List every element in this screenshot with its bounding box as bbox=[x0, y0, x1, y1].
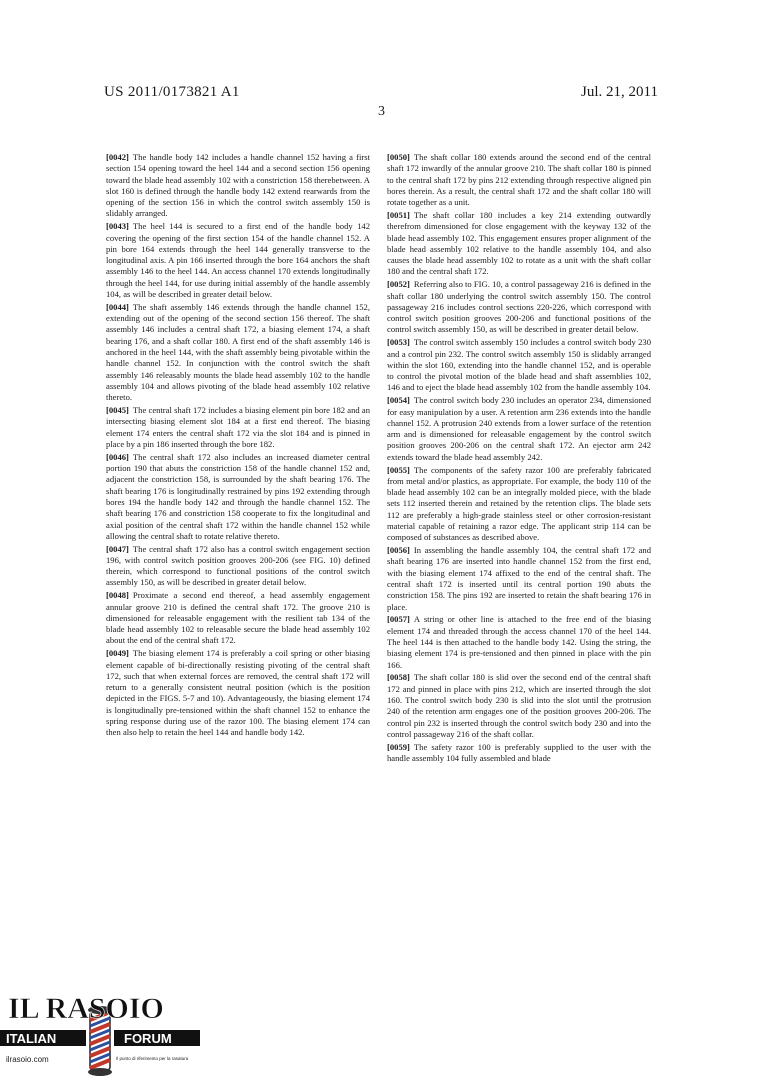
paragraph-text: The shaft assembly 146 extends through the handle channel 152, extending out of the opening of the second section 156 thereof. The shaft assembly 146 includes a central shaft 172, a biasing element 174, a shaft bearing 176, and a shaft collar 180. A first end of the shaft assembly 146 is anchored in the heel 144, with the shaft assembly being pivotable within the handle channel 152. In conjunction with the control switch the shaft assembly 146 releasably mounts the blade head assembly 102 to the handle assembly 104 and allows pivoting of the blade head assembly 102 relative thereto. bbox=[106, 301, 370, 403]
paragraph-text: The components of the safety razor 100 are preferably fabricated from metal and/or plastics, as appropriate. For example, the body 110 of the blade head assembly 102 can be an integrally molded piece, with the blade sets 112 inserted therein and retained by the retention clips. The blade sets 112 are preferably a high-grade stainless steel or other corrosion-resistant material capable of retaining a razor edge. The applicant strip 114 can be composed of substances as described above. bbox=[387, 464, 651, 543]
paragraph bbox=[387, 210, 651, 278]
paragraph-number: [0054] bbox=[387, 395, 410, 406]
paragraph bbox=[387, 545, 651, 613]
watermark-subtitle-right: FORUM bbox=[124, 1031, 172, 1046]
paragraph-text: Referring also to FIG. 10, a control passageway 216 is defined in the shaft collar 180 underlying the control switch assembly 150. The control passageway 216 includes control sections 220-226, which correspond with control switch position grooves 200-206 and functional positions of the control switch assembly 150, as will be described in greater detail below. bbox=[387, 279, 651, 335]
paragraph bbox=[387, 395, 651, 463]
left-column bbox=[106, 152, 370, 740]
paragraph-text: The shaft collar 180 includes a key 214 extending outwardly therefrom dimensioned for close engagement with the keyway 132 of the blade head assembly 102. This engagement ensures proper alignment of the blade head assembly 102 relative to the handle assembly 104, and also causes the blade head assembly 102 to rotate as a unit with the shaft collar 180 and the central shaft 172. bbox=[387, 209, 651, 277]
paragraph-text: The biasing element 174 is preferably a coil spring or other biasing element capable of bi-directionally resisting pivoting of the central shaft 172, such that when external forces are removed, the central shaft 172 will return to a generally consistent neutral position (which is the position depicted in the FIGS. 5-7 and 10). Advantageously, the biasing element 174 is longitudinally pre-tensioned within the shaft channel 152 to enhance the spring response during use of the razor 100. The biasing element 174 can then also help to retain the heel 144 and handle body 142. bbox=[106, 648, 370, 738]
paragraph bbox=[106, 452, 370, 542]
paragraph-text: The control switch body 230 includes an operator 234, dimensioned for easy manipulation by a user. A retention arm 236 extends into the handle channel 152. A protrusion 240 extends from a lower surface of the retention arm and is dimensioned for releasable engagement by the control switch position grooves 200-206 on the central shaft 172. An ejector arm 242 extends toward the blade head assembly 242. bbox=[387, 395, 651, 462]
paragraph bbox=[106, 221, 370, 300]
paragraph-text: The control switch assembly 150 includes a control switch body 230 and a control pin 232. The control switch assembly 150 is slidably arranged within the slot 160, extending into the handle channel 152, and is operable to control the pivotal motion of the blade head and shaft assemblies 102, 146 and to eject the blade head assembly 102 from the handle assembly 104. bbox=[387, 337, 651, 393]
paragraph-number: [0044] bbox=[106, 301, 129, 312]
paragraph-text: Proximate a second end thereof, a head assembly engagement annular groove 210 is defined the central shaft 172. The groove 210 is dimensioned for releasable engagement with the resilient tab 134 of the blade head assembly 102 to releasable secure the blade head assembly 102 about the end of the central shaft 172. bbox=[106, 590, 370, 646]
watermark-title: IL RASOIO bbox=[8, 992, 164, 1025]
paragraph-number: [0052] bbox=[387, 279, 410, 290]
paragraph-text: The central shaft 172 also has a control switch engagement section 196, with control switch position grooves 200-206 (see FIG. 10) defined therein, which correspond to functional positions of the control switch assembly 150, as will be described in greater detail below. bbox=[106, 543, 370, 588]
paragraph-number: [0059] bbox=[387, 741, 410, 752]
paragraph-number: [0053] bbox=[387, 337, 410, 348]
paragraph-number: [0051] bbox=[387, 209, 410, 220]
il-rasoio-watermark-logo bbox=[0, 990, 200, 1080]
right-column bbox=[387, 152, 651, 766]
paragraph bbox=[106, 648, 370, 738]
paragraph-number: [0047] bbox=[106, 543, 129, 554]
paragraph-text: A string or other line is attached to the free end of the biasing element 174 and threaded through the access channel 170 of the heel 144. The heel 144 is then attached to the handle body 142. Using the string, the biasing element 174 is pre-tensioned and then pinned in place with the pin 166. bbox=[387, 614, 651, 670]
paragraph-text: The heel 144 is secured to a first end of the handle body 142 covering the opening of the first section 154 of the handle channel 152. A pin bore 164 extends through the heel 144 generally transverse to the longitudinal axis. A pin 166 inserted through the bore 164 anchors the shaft assembly 146 to the heel 144. An access channel 170 extends longitudinally through the heel 144, for use during initial assembly of the handle assembly 104, as will be described in greater detail below. bbox=[106, 221, 370, 300]
paragraph bbox=[387, 465, 651, 544]
paragraph-number: [0042] bbox=[106, 152, 129, 162]
paragraph-number: [0049] bbox=[106, 648, 129, 659]
watermark-site: ilrasoio.com bbox=[6, 1055, 49, 1064]
paragraph-number: [0055] bbox=[387, 464, 410, 475]
paragraph-number: [0056] bbox=[387, 545, 410, 556]
paragraph bbox=[387, 614, 651, 670]
paragraph-number: [0046] bbox=[106, 451, 129, 462]
paragraph bbox=[387, 672, 651, 740]
paragraph-number: [0045] bbox=[106, 405, 129, 416]
watermark-tagline: Il punto di riferimento per la rasatura bbox=[116, 1056, 189, 1061]
paragraph-text: The shaft collar 180 is slid over the second end of the central shaft 172 and pinned in place with pins 212, which are inserted through the slot 160. The control switch body 230 is slid into the slot until the protrusion 240 of the retention arm engages one of the position grooves 200-206. The control pin 232 is inserted through the control switch body 230 and into the control passageway 216 of the shaft collar. bbox=[387, 672, 651, 739]
paragraph-number: [0048] bbox=[106, 590, 129, 601]
page-number: 3 bbox=[378, 104, 385, 119]
paragraph bbox=[106, 302, 370, 404]
paragraph-number: [0043] bbox=[106, 221, 129, 232]
paragraph bbox=[106, 152, 370, 220]
paragraph bbox=[106, 544, 370, 589]
paragraph-text: The central shaft 172 also includes an increased diameter central portion 190 that abuts the constriction 158 of the handle channel 152 and, adjacent the constriction 158, is surrounded by the shaft bearing 176. The shaft bearing 176 is longitudinally restrained by pins 192 extending through bores 194 the handle body 142 and through the handle channel 152. The shaft bearing 176 and constriction 158 cooperate to fix the longitudinal and axial position of the central shaft 172 within the handle channel 152 while allowing the central shaft to rotate relative thereto. bbox=[106, 451, 370, 541]
publication-number: US 2011/0173821 A1 bbox=[104, 84, 240, 100]
watermark-subtitle-left: ITALIAN bbox=[6, 1031, 57, 1046]
paragraph-text: In assembling the handle assembly 104, the central shaft 172 and shaft bearing 176 are inserted into handle channel 152 from the first end, with the biasing element 174 affixed to the end of the central shaft. The central shaft 172 is inserted until its central portion 190 abuts the constriction 158. The pins 192 are inserted to retain the shaft bearing 176 in place. bbox=[387, 545, 651, 612]
paragraph-number: [0050] bbox=[387, 152, 410, 162]
paragraph bbox=[387, 742, 651, 765]
paragraph bbox=[387, 279, 651, 335]
paragraph-number: [0057] bbox=[387, 614, 410, 625]
paragraph bbox=[106, 405, 370, 450]
paragraph bbox=[387, 152, 651, 208]
paragraph-text: The central shaft 172 includes a biasing element pin bore 182 and an intersecting biasing element slot 184 at a first end thereof. The biasing element 174 enters the central shaft 172 via the slot 184 and is pinned in place by a pin 186 inserted through the bore 182. bbox=[106, 405, 370, 449]
paragraph-text: The shaft collar 180 extends around the second end of the central shaft 172 inwardly of the annular groove 210. The shaft collar 180 is pinned to the central shaft 172 by pins 212 extending through respective aligned pin bores therein. As a result, the central shaft 172 and the shaft collar 180 will rotate together as a unit. bbox=[387, 152, 651, 208]
paragraph-number: [0058] bbox=[387, 672, 410, 683]
paragraph bbox=[106, 590, 370, 646]
paragraph bbox=[387, 337, 651, 393]
publication-date: Jul. 21, 2011 bbox=[581, 84, 658, 100]
paragraph-text: The handle body 142 includes a handle channel 152 having a first section 154 opening toward the heel 144 and a second section 156 opening toward the blade head assembly 102 with a constriction 158 therebetween. A slot 160 is defined through the handle body 142 extend rearwards from the opening of the section 156 in which the control switch assembly 150 is slidably arranged. bbox=[106, 152, 370, 219]
paragraph-text: The safety razor 100 is preferably supplied to the user with the handle assembly 104 fully assembled and blade bbox=[387, 741, 651, 763]
